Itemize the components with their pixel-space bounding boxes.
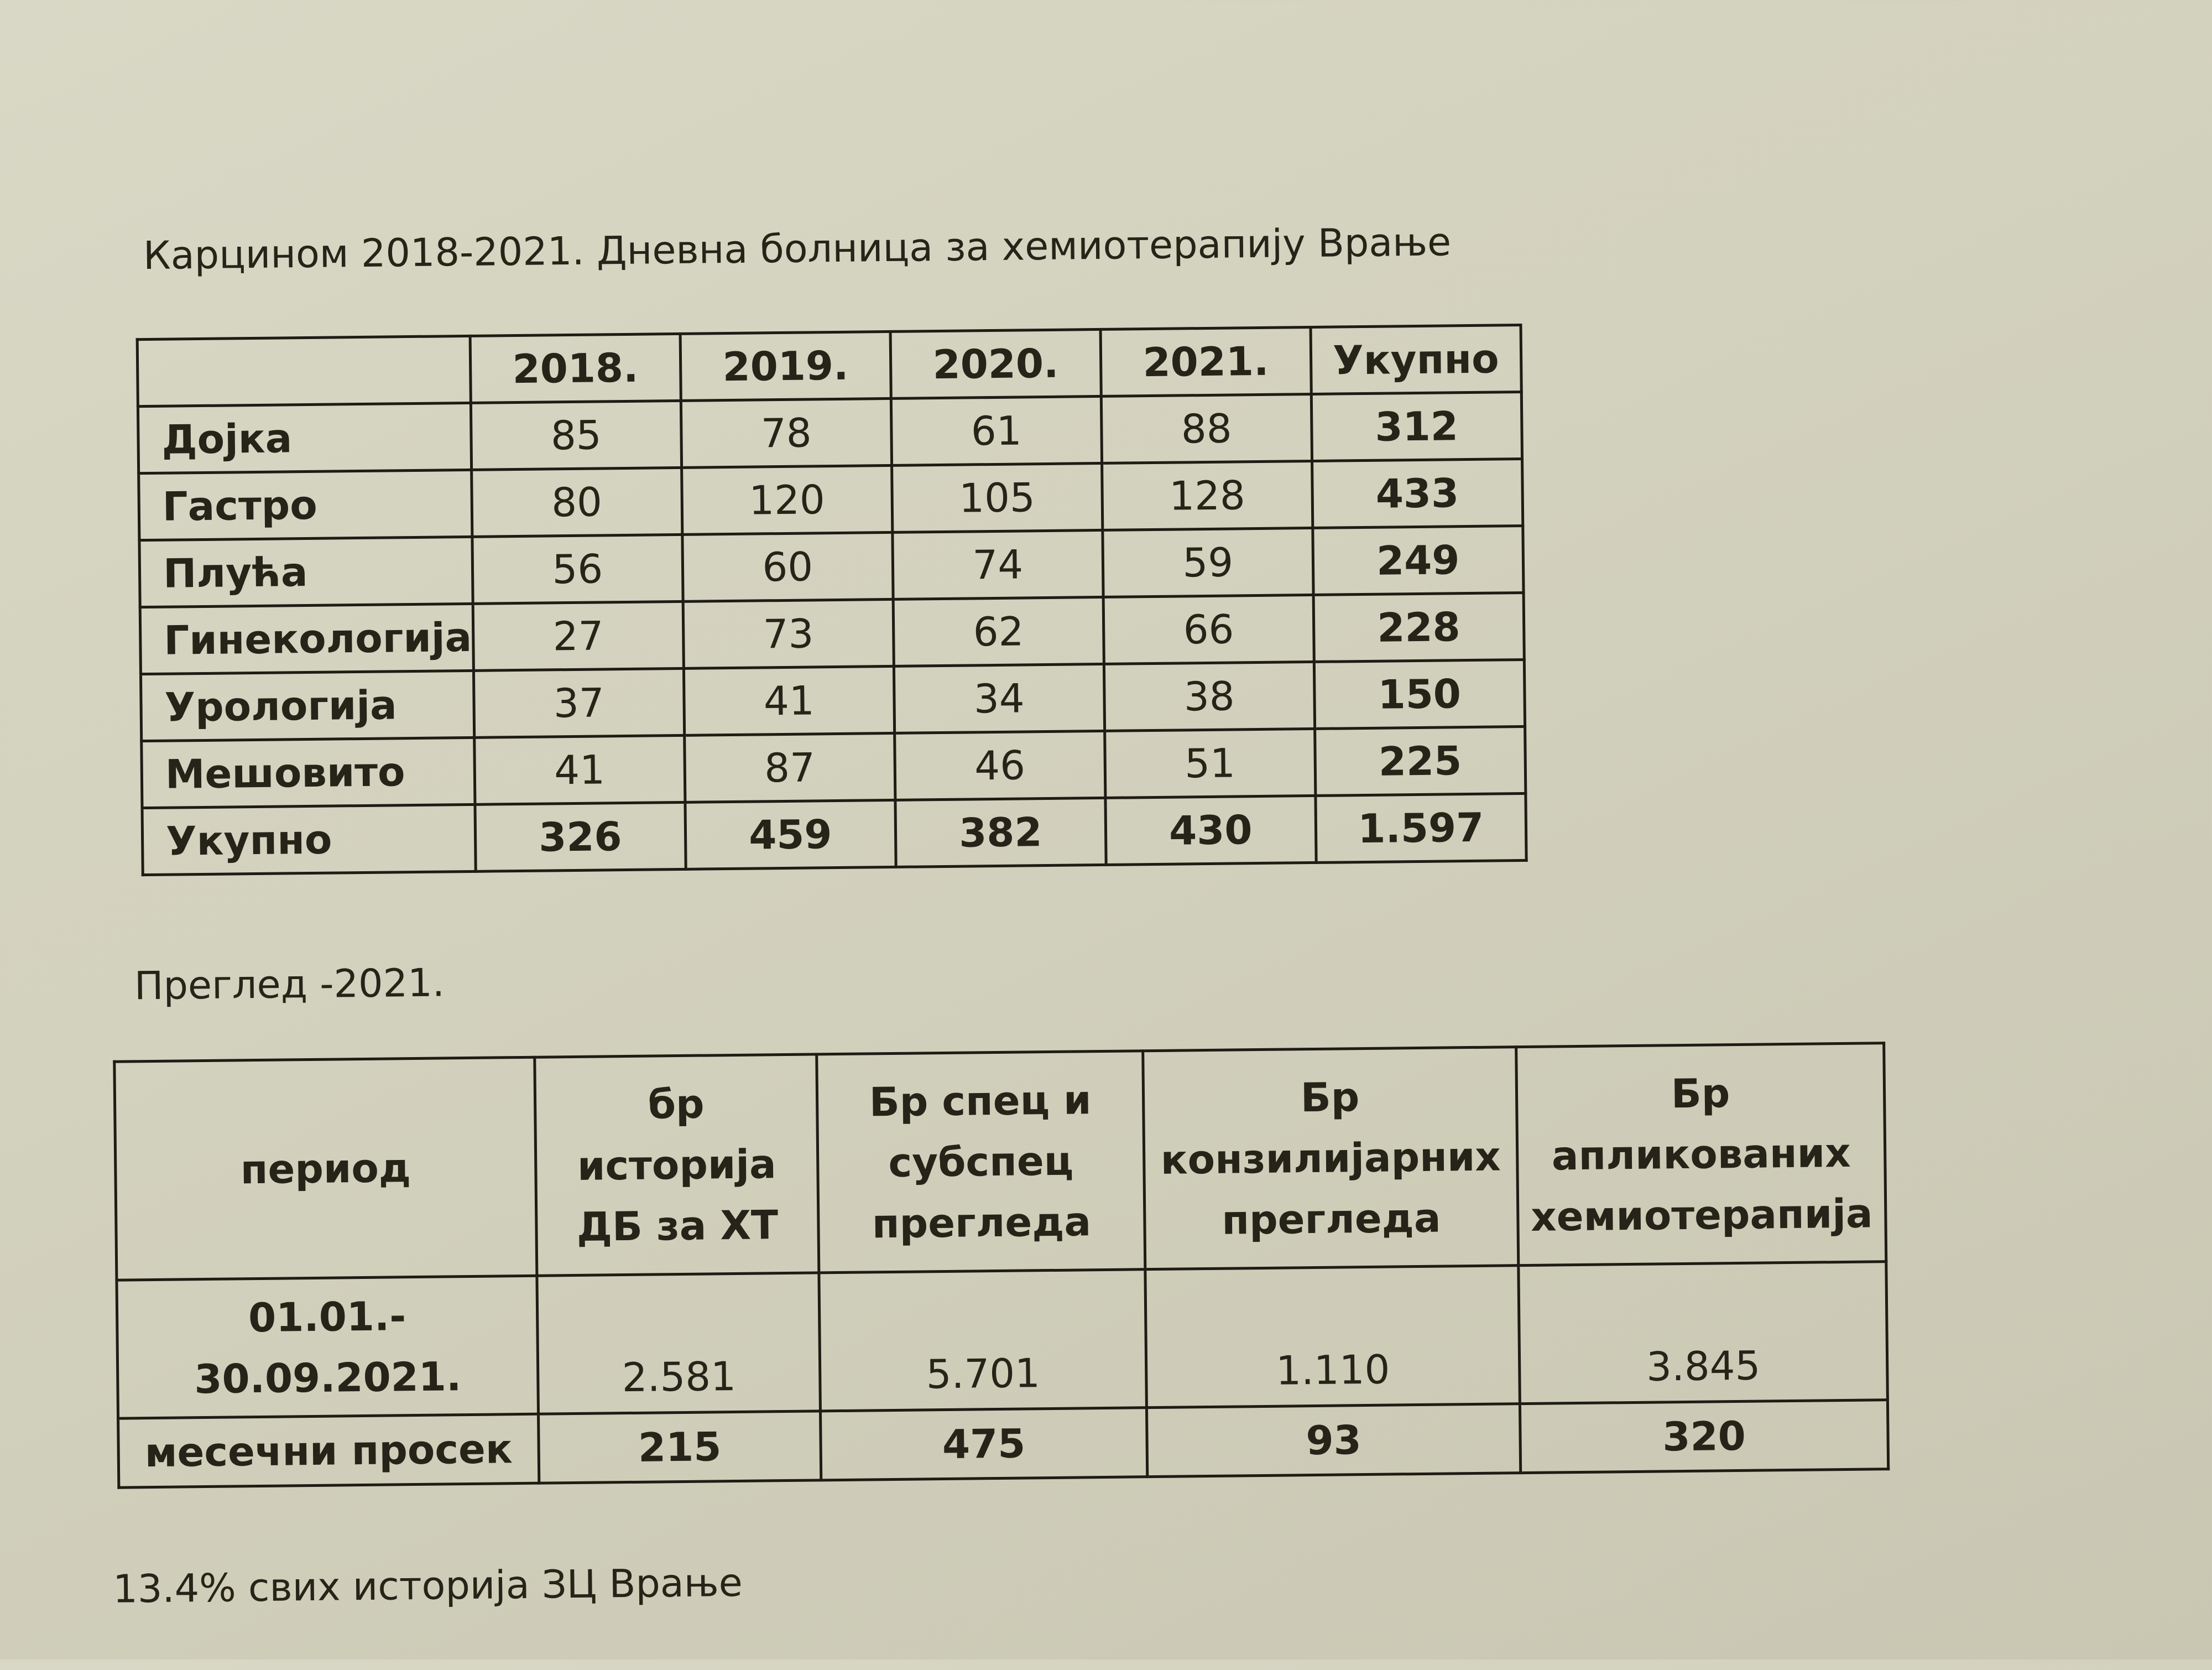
period-cell xyxy=(117,1276,539,1418)
table-row xyxy=(117,1262,1887,1418)
sum-cell: 326 xyxy=(475,802,686,871)
table-cell: 66 xyxy=(1103,595,1314,664)
table-header-row xyxy=(114,1043,1886,1280)
grand-total: 1.597 xyxy=(1316,793,1526,862)
table-cell: 74 xyxy=(893,530,1103,599)
table-cell: 78 xyxy=(681,398,891,467)
row-label: Плућа xyxy=(139,537,473,607)
header-line: прегледа xyxy=(872,1198,1092,1247)
row-total: 225 xyxy=(1314,726,1525,795)
header-line: Бр спец и xyxy=(869,1076,1092,1126)
table-cell: 88 xyxy=(1101,394,1312,463)
table-cell: 85 xyxy=(471,400,681,470)
table-cell: 61 xyxy=(891,396,1102,465)
table-cell: 475 xyxy=(820,1408,1147,1480)
section-subtitle: Преглед -2021. xyxy=(134,960,445,1009)
table-cell: 105 xyxy=(891,463,1102,532)
period-line: 01.01.- xyxy=(248,1292,406,1341)
table-cell: 1.110 xyxy=(1145,1266,1520,1408)
header-line: Бр xyxy=(1671,1070,1730,1117)
table-cell: 120 xyxy=(681,465,892,534)
table-cell: 62 xyxy=(893,597,1104,666)
header-line: ДБ за ХТ xyxy=(576,1201,779,1250)
table-cell: 27 xyxy=(473,601,684,670)
table-cell: 59 xyxy=(1103,528,1313,597)
table-cell: 3.845 xyxy=(1519,1262,1888,1404)
table-cell: 56 xyxy=(472,534,683,604)
header-cell: 2018. xyxy=(470,334,681,403)
page-title: Карцином 2018-2021. Дневна болница за хемиотерапију Врање xyxy=(143,219,1452,279)
row-total: 249 xyxy=(1313,526,1524,595)
header-cell: Укупно xyxy=(1311,325,1521,394)
row-label: Гинекологија xyxy=(140,604,473,674)
header-cell-consiliary xyxy=(1143,1047,1519,1270)
header-cell: 2021. xyxy=(1100,327,1311,396)
table-cell: 2.581 xyxy=(537,1273,821,1414)
header-cell-histories xyxy=(535,1054,819,1276)
table-cell: 93 xyxy=(1146,1404,1520,1477)
table-cell: 320 xyxy=(1520,1400,1888,1473)
header-cell-chemotherapies xyxy=(1516,1043,1886,1266)
table-cell: 46 xyxy=(894,731,1105,800)
header-line: апликованих xyxy=(1551,1129,1851,1179)
row-label: Мешовито xyxy=(142,737,475,808)
cancer-cases-table xyxy=(136,324,1528,876)
row-total: 228 xyxy=(1313,592,1524,662)
table-cell: 215 xyxy=(539,1411,821,1483)
table-cell: 41 xyxy=(684,666,894,735)
header-cell-specialist xyxy=(817,1051,1145,1273)
row-total: 312 xyxy=(1311,392,1522,461)
row-total: 150 xyxy=(1314,659,1525,729)
header-line: субспец xyxy=(888,1137,1074,1187)
row-label: Дојка xyxy=(138,403,471,473)
table-cell: 41 xyxy=(474,735,685,804)
row-label: Урологија xyxy=(140,670,474,741)
header-line: период xyxy=(240,1144,411,1193)
sum-cell: 459 xyxy=(685,800,896,869)
header-line: историја xyxy=(577,1141,777,1189)
table-cell: 60 xyxy=(682,532,893,601)
table-cell: 37 xyxy=(473,668,684,737)
header-line: конзилијарних xyxy=(1160,1133,1501,1183)
table-sum-row xyxy=(142,793,1526,875)
row-total: 433 xyxy=(1312,459,1522,528)
header-cell: 2019. xyxy=(680,331,891,400)
table-cell: 73 xyxy=(683,599,894,668)
footnote: 13.4% свих историја ЗЦ Врање xyxy=(112,1559,743,1612)
row-label: Гастро xyxy=(139,470,472,540)
row-label: месечни просек xyxy=(118,1414,539,1487)
header-cell xyxy=(137,336,471,406)
header-line: Бр xyxy=(1300,1074,1360,1121)
header-line: бр xyxy=(648,1080,705,1128)
header-line: хемиотерапија xyxy=(1530,1190,1873,1240)
table-cell: 87 xyxy=(684,733,895,802)
sum-cell: 382 xyxy=(895,798,1106,867)
table-cell: 80 xyxy=(471,467,682,537)
sum-label: Укупно xyxy=(142,804,476,875)
table-cell: 38 xyxy=(1104,662,1314,731)
review-2021-table xyxy=(113,1042,1890,1489)
header-cell-period xyxy=(114,1057,537,1280)
table-cell: 51 xyxy=(1104,729,1315,798)
sum-cell: 430 xyxy=(1105,795,1316,865)
table-cell: 5.701 xyxy=(819,1270,1147,1411)
period-line: 30.09.2021. xyxy=(194,1352,462,1402)
header-cell: 2020. xyxy=(890,329,1101,398)
header-line: прегледа xyxy=(1221,1194,1441,1244)
table-cell: 128 xyxy=(1102,461,1312,530)
table-cell: 34 xyxy=(894,664,1104,733)
